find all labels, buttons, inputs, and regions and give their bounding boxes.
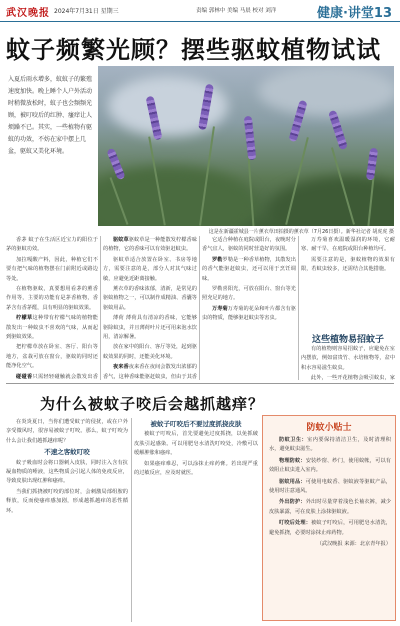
article2-column-2 [134,418,258,622]
body-column-4 [301,236,395,330]
section-title: 健康·讲堂13 [316,6,392,21]
body-paragraph: 把柠檬草放在卧室、客厅、阳台等地方，盆栽可放在窗台，驱蚊的同时还能净化空气。 [6,344,98,370]
body-paragraph: 驱蚊草驱蚊草是一种能散发柠檬香味的植物，它的香味可以有效驱赶蚊虫。 [103,237,197,253]
body-paragraph: 加拉嘎酸产料，因此，种植它们不要有把气味的植物摆在门前附近或路边等处。 [6,256,98,282]
tips-box [262,415,396,621]
keyword: 罗勒 [212,256,223,263]
lavender-photo [98,66,394,226]
keyword: 驱蚊草 [113,237,129,243]
body-paragraph: 放在家中的阳台、客厅等处，起到驱蚊效果的同时，还能美化环境。 [103,344,197,360]
keyword: 万寿菊 [212,305,228,312]
keyword: 碰碰香 [16,373,33,380]
page-header [0,0,400,22]
keyword: 夜来香 [113,364,129,371]
column-divider [199,236,200,380]
column-divider [100,236,101,380]
body-paragraph: 罗勒喜阳光，可放在阳台、窗台等光照充足的地方。 [202,286,296,302]
column-divider [298,236,299,380]
body-paragraph: 蚊子吸血时会将口器刺入皮肤，同时注入含有抗凝血物质的唾液，这些物质会引起人体的免疫反应，导致皮肤出现红肿和瘙痒。 [6,459,128,485]
tips-body [269,436,391,549]
article2-column-1 [6,418,128,622]
article-separator [6,383,394,384]
body-paragraph: 当我们抓挠被叮咬的部位时，会刺激局部组胺的释放，反而使瘙痒感加剧，形成越抓越痒的恶性循环。 [6,488,128,514]
column-divider [131,418,132,622]
photo-caption: 这是在新疆霍城县一片薰衣草田拍摄的薰衣草（7月26日摄）。新华社记者 胡虎虎 摄 [208,229,394,235]
tip-item: 防蚊卫生：室内要保持清洁卫生，及时清理积水，避免蚊虫滋生。 [269,437,391,453]
body-paragraph: 被蚊子叮咬后，首先要避免过度抓挠，以免抓破皮肤引起感染。可以用肥皂水清洗叮咬处，冷敷可以缓解肿胀和瘙痒。 [134,431,258,457]
article-lead: 入夏后雨水增多，蚊蚊子的繁殖速度加快。晚上睡个人户外活动时稍微放松时，蚊子也会频频光顾，被叮咬后的红肿、瘙痒让人烦躁不已。其实，一些植物有驱蚊的功效，不妨在家中摆上几盆，驱蚊又美化环境。 [8,76,93,155]
tip-item: 驱蚊用品：可使用电蚊香、驱蚊液等驱蚊产品，使用时注意通风。 [269,478,391,495]
body-column-1 [6,236,98,380]
sub-heading: 这些植物易招蚊子 [311,335,384,345]
body-paragraph: 万寿菊喜欢温暖湿润的环境，它耐寒、耐干旱，在庭院或阳台种植均可。 [301,237,395,253]
body-paragraph: 万寿菊万寿菊的花朵和叶片都含有驱虫的物质，能够驱赶蚊虫等害虫。 [202,305,296,322]
body-paragraph: 香茅 蚊子在生活区近宝力的阳位于茅的驱蚊功效。 [6,237,98,253]
masthead: 武汉晚报 [6,8,50,19]
section-heading: 被蚊子叮咬后不要过度抓挠皮肤 [150,420,242,428]
issue-date: 2024年7月31日 星期三 [54,8,119,15]
body-paragraph: 此外，一些开花植物会吸引蚊虫，家 [311,375,395,382]
sub-body-column [301,345,395,382]
body-paragraph: 在植物驱蚊，真要想用看茅的薰香作用等，主要的功能有是茅香植物，香茅含有香茅醛，具有明显的驱蚊效果。 [6,286,98,311]
body-paragraph: 碰碰香只需轻轻碰触就会散发出香 [16,373,98,380]
body-paragraph: 罗勒罗勒是一种香草植物，其散发出的香气能驱赶蚊虫，还可以用于烹饪调味。 [202,256,296,282]
tip-item: 物理防蚊：安装纱窗、纱门，使用蚊帐，可以有效阻止蚊虫进入室内。 [269,457,391,474]
body-paragraph: 在炎炎夏日，当你们遭受蚊子的侵扰，或在户外享受微风时，很容易被蚊子叮咬。那么，蚊子叮咬为什么会让我们越抓越痒呢？ [6,419,128,444]
body-paragraph: 有的植物则容易招蚊子，应避免在室内摆放，例如富贵竹、水培植物等，盆中积水容易滋生蚊虫。 [301,346,395,371]
section-heading: 不速之客蚊叮咬 [44,448,90,457]
tip-item: 叮咬后处理：被蚊子叮咬后，可用肥皂水清洗，避免抓挠，必要时涂抹止痒药物。 [269,520,391,536]
keyword: 柠檬草 [16,315,33,322]
body-paragraph: 柠檬草这种带有柠檬气味的植物能散发出一种蚊虫不喜欢的气味，从而起到驱蚊效果。 [6,315,98,341]
article2-headline: 为什么被蚊子咬后会越抓越痒？ [40,395,265,413]
body-paragraph: 薰衣草的香味浓郁，清新，是常见的驱蚊植物之一，可以制作成精油、香囊等驱蚊用品。 [103,286,197,311]
body-column-2 [103,236,197,380]
tip-item: 外出防护：外出时尽量穿着浅色长袖衣裤，减少皮肤暴露，可在皮肤上涂抹驱蚊液。 [269,499,391,515]
body-column-3 [202,236,296,380]
article-headline: 蚊子频繁光顾？摆些驱蚊植物试试 [6,35,381,64]
editor-credits: 责编 郭林中 美编 马晨 校对 刘洋 [196,8,277,14]
body-paragraph: 如果瘙痒难忍，可以涂抹止痒药膏。若出现严重的过敏反应，应及时就医。 [134,460,258,477]
body-paragraph: 它适合种植在庭院或阳台，夜晚时分香气宜人，驱蚊的同时营造好的氛围。 [202,237,296,253]
body-paragraph: 需要注意的是，驱蚊植物的效果有限，若蚊虫较多，还需结合其他措施。 [301,256,395,273]
tips-byline: （武汉晚报 来源：北京青年报） [316,541,391,548]
body-paragraph: 薄荷 薄荷具有清凉的香味，它能够驱除蚊虫，并且薄荷叶片还可用来泡水饮用，清凉解暑。 [103,315,197,341]
body-paragraph: 驱蚊草适合放置在卧室、书房等地方，需要注意的是，部分人对其气味过敏，应避免近距离接触。 [103,256,197,282]
tips-title: 防蚊小贴士 [306,423,352,433]
body-paragraph: 夜来香夜来香在夜间会散发出浓郁的香气，这种香味能驱赶蚊虫，但由于其香 [103,364,197,380]
